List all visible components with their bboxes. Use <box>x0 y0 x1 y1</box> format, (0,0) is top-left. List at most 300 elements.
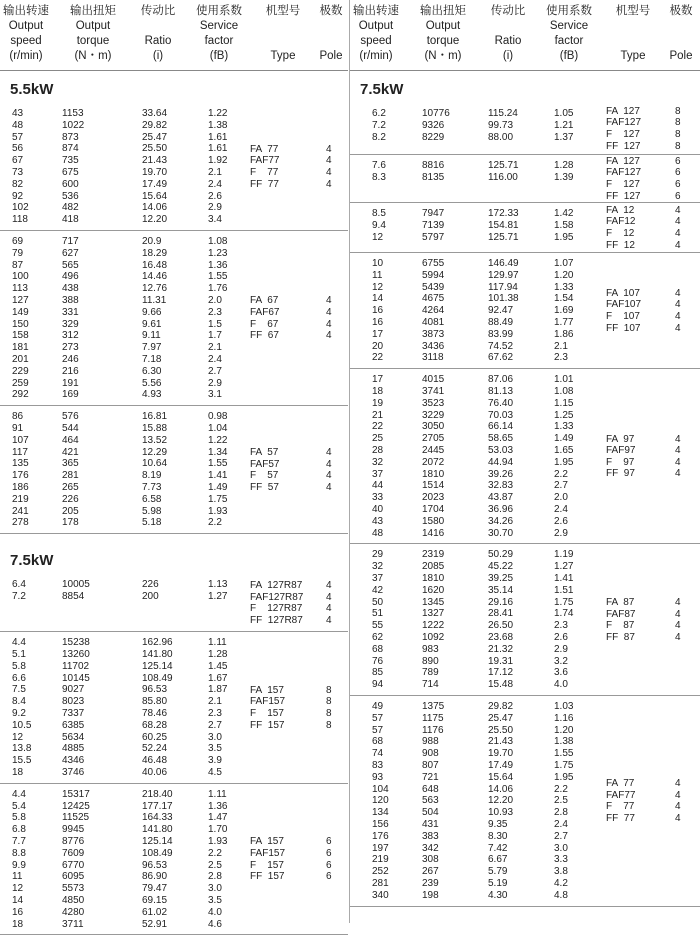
table-row <box>0 271 348 283</box>
cell: 2.1 <box>208 166 222 178</box>
cell: 125.71 <box>488 160 519 171</box>
cell: 12 <box>372 231 384 243</box>
table-row <box>350 120 700 132</box>
table-row <box>350 561 700 573</box>
cell: 4.0 <box>554 679 568 691</box>
cell: 11702 <box>62 660 90 672</box>
table-row <box>0 458 348 470</box>
cell: 22 <box>372 421 384 433</box>
table-row <box>0 919 348 931</box>
cell: 88.49 <box>488 316 514 328</box>
cell: 3.1 <box>208 389 222 401</box>
cell: 52.24 <box>142 743 168 755</box>
cell: 1175 <box>422 712 444 724</box>
table-row <box>350 457 700 469</box>
cell: 88.00 <box>488 131 514 143</box>
cell: 2.7 <box>208 365 222 377</box>
cell: 1.21 <box>554 119 574 131</box>
table-row <box>0 907 348 919</box>
cell: 178 <box>62 517 79 529</box>
pole-list: 6 6 6 6 <box>326 836 332 883</box>
cell: 1.04 <box>208 422 228 434</box>
model-group <box>350 253 700 369</box>
cell: 464 <box>62 434 79 446</box>
cell: 1.22 <box>208 434 228 446</box>
power-section-title: 7.5kW <box>360 81 404 98</box>
pole-list: 4 4 4 4 <box>675 778 681 824</box>
cell: 15.5 <box>12 755 32 767</box>
cell: 14 <box>12 894 24 906</box>
cell: 40 <box>372 503 384 515</box>
cell: 1.7 <box>208 330 222 342</box>
cell: 2.5 <box>208 859 222 871</box>
cell: 1.93 <box>208 505 228 517</box>
cell: 48 <box>372 527 384 539</box>
cell: 9945 <box>62 824 85 836</box>
cell: 265 <box>62 481 79 493</box>
cell: 134 <box>372 807 389 819</box>
model-type-list: FA 77 FAF77 F 77 FF 77 <box>606 778 636 824</box>
cell: 2705 <box>422 433 445 445</box>
cell: 5.98 <box>142 505 162 517</box>
table-row <box>0 482 348 494</box>
table-row <box>0 120 348 132</box>
cell: 4.4 <box>12 788 26 800</box>
table-row <box>0 789 348 801</box>
cell: 12 <box>372 281 384 293</box>
cell: 70.03 <box>488 409 514 421</box>
cell: 2.9 <box>554 527 568 539</box>
cell: 563 <box>422 795 439 807</box>
table-row <box>350 667 700 679</box>
table-row <box>350 305 700 317</box>
cell: 789 <box>422 667 439 679</box>
group-rows <box>350 208 700 243</box>
header-label: Type <box>620 50 646 62</box>
table-row <box>0 494 348 506</box>
table-row <box>0 155 348 167</box>
cell: 146.49 <box>488 258 519 269</box>
table-row <box>350 549 700 561</box>
cell: 2.1 <box>208 342 222 354</box>
cell: 69.15 <box>142 894 168 906</box>
cell: 6770 <box>62 859 85 871</box>
cell: 259 <box>12 377 29 389</box>
table-row <box>350 329 700 341</box>
table-row <box>350 736 700 748</box>
cell: 365 <box>62 458 79 470</box>
group-rows <box>350 374 700 539</box>
cell: 1.19 <box>554 549 574 561</box>
cell: 7.73 <box>142 481 162 493</box>
header-label: Output <box>75 20 111 32</box>
group-rows <box>350 108 700 143</box>
cell: 2.2 <box>554 783 568 795</box>
cell: 2.3 <box>554 352 568 364</box>
cell: 12.20 <box>488 795 514 807</box>
cell: 125.71 <box>488 231 519 243</box>
cell: 1.70 <box>208 824 228 836</box>
pole-list: 4 4 4 4 <box>326 446 332 493</box>
cell: 25.47 <box>142 131 168 143</box>
cell: 113 <box>12 283 28 295</box>
cell: 1.51 <box>554 584 574 596</box>
cell: 162.96 <box>142 637 173 649</box>
cell: 4081 <box>422 316 445 328</box>
cell: 8776 <box>62 835 85 847</box>
cell: 85.80 <box>142 696 168 708</box>
cell: 11.31 <box>142 294 167 306</box>
cell: 2.4 <box>208 353 222 365</box>
table-row <box>0 330 348 342</box>
table-row <box>0 883 348 895</box>
header-label: (N・m) <box>424 50 462 62</box>
cell: 83.99 <box>488 328 514 340</box>
table-row <box>350 232 700 244</box>
cell: 4.2 <box>554 877 568 889</box>
model-group <box>0 574 348 632</box>
model-type-list: FA 127 FAF127 F 127 FF 127 <box>606 105 642 152</box>
cell: 8854 <box>62 590 85 602</box>
cell: 76.40 <box>488 397 514 409</box>
group-rows <box>0 411 348 529</box>
cell: 28 <box>372 444 384 456</box>
cell: 107 <box>12 434 29 446</box>
cell: 176 <box>12 470 29 482</box>
cell: 1580 <box>422 515 445 527</box>
cell: 2.7 <box>554 830 568 842</box>
cell: 57 <box>372 724 384 736</box>
cell: 22 <box>372 352 384 364</box>
cell: 2445 <box>422 444 445 456</box>
table-row <box>0 378 348 390</box>
header-label: Type <box>270 50 296 62</box>
cell: 6.30 <box>142 365 162 377</box>
table-header <box>350 0 700 71</box>
group-rows <box>350 549 700 691</box>
cell: 5634 <box>62 731 85 743</box>
table-row <box>0 447 348 459</box>
cell: 20 <box>372 340 384 352</box>
cell: 1.07 <box>554 258 574 269</box>
cell: 156 <box>372 818 389 830</box>
cell: 7337 <box>62 707 85 719</box>
cell: 172.33 <box>488 208 519 219</box>
cell: 4280 <box>62 906 85 918</box>
model-type-list: FA 67 FAF67 F 67 FF 67 <box>250 295 280 342</box>
header-label: 输出扭矩 <box>420 5 466 17</box>
cell: 16 <box>372 305 384 317</box>
cell: 58.65 <box>488 433 514 445</box>
cell: 2023 <box>422 492 445 504</box>
cell: 125.14 <box>142 660 173 672</box>
cell: 1.86 <box>554 328 574 340</box>
cell: 93 <box>372 771 384 783</box>
cell: 68.28 <box>142 719 168 731</box>
cell: 17.12 <box>488 667 514 679</box>
cell: 216 <box>62 365 79 377</box>
header-label: (i) <box>502 50 514 62</box>
cell: 246 <box>62 353 79 365</box>
cell: 5.79 <box>488 866 508 878</box>
cell: 69 <box>12 236 24 247</box>
cell: 82 <box>12 178 24 190</box>
cell: 3229 <box>422 409 445 421</box>
header-label: 输出转速 <box>3 5 49 17</box>
cell: 988 <box>422 736 439 748</box>
cell: 12425 <box>62 800 90 812</box>
cell: 17 <box>372 374 384 386</box>
cell: 1.75 <box>208 493 228 505</box>
header-label: torque <box>426 35 460 47</box>
cell: 1.49 <box>208 481 228 493</box>
cell: 4015 <box>422 374 445 386</box>
cell: 292 <box>12 389 29 401</box>
model-type-list: FA 127 FAF127 F 127 FF 127 <box>606 155 642 202</box>
pole-list: 4 4 4 4 <box>675 204 681 251</box>
cell: 1092 <box>422 631 445 643</box>
cell: 15.64 <box>142 190 168 202</box>
cell: 281 <box>62 470 79 482</box>
cell: 198 <box>422 889 439 901</box>
cell: 438 <box>62 283 79 295</box>
cell: 30.70 <box>488 527 514 539</box>
header-label: Output <box>358 20 394 32</box>
cell: 32 <box>372 456 384 468</box>
cell: 241 <box>12 505 29 517</box>
pole-list: 4 4 4 4 <box>675 433 681 480</box>
cell: 10.64 <box>142 458 168 470</box>
cell: 329 <box>62 318 79 330</box>
table-row <box>0 720 348 732</box>
cell: 9326 <box>422 119 445 131</box>
table-row <box>350 480 700 492</box>
cell: 6.67 <box>488 854 508 866</box>
cell: 40.06 <box>142 766 168 778</box>
table-row <box>350 585 700 597</box>
cell: 600 <box>62 178 79 190</box>
cell: 4.5 <box>208 766 222 778</box>
cell: 1.58 <box>554 219 574 231</box>
cell: 735 <box>62 155 79 167</box>
cell: 1704 <box>422 503 445 515</box>
pole-list: 4 4 4 4 <box>326 579 332 626</box>
cell: 8.3 <box>372 171 386 183</box>
cell: 7.97 <box>142 342 162 354</box>
table-row <box>0 661 348 673</box>
cell: 3118 <box>422 352 444 364</box>
header-label: speed <box>10 35 42 47</box>
cell: 1.01 <box>554 374 574 386</box>
table-row <box>350 632 700 644</box>
table-row <box>350 398 700 410</box>
cell: 2.7 <box>208 719 222 731</box>
cell: 43 <box>372 515 384 527</box>
cell: 86.90 <box>142 871 168 883</box>
cell: 169 <box>62 389 79 401</box>
cell: 1.54 <box>554 293 574 305</box>
header-label: 极数 <box>669 5 693 17</box>
cell: 1.42 <box>554 208 574 219</box>
table-row <box>0 236 348 248</box>
cell: 17 <box>372 328 384 340</box>
cell: 1345 <box>422 596 445 608</box>
cell: 87.06 <box>488 374 514 386</box>
cell: 1176 <box>422 724 444 736</box>
cell: 2.6 <box>554 631 568 643</box>
group-rows <box>0 108 348 226</box>
cell: 102 <box>12 202 29 214</box>
cell: 340 <box>372 889 389 901</box>
cell: 4346 <box>62 755 85 767</box>
cell: 32 <box>372 561 384 573</box>
table-row <box>0 423 348 435</box>
cell: 29.82 <box>142 119 168 131</box>
cell: 5573 <box>62 883 85 895</box>
cell: 9.9 <box>12 859 26 871</box>
table-row <box>350 282 700 294</box>
cell: 68 <box>372 643 384 655</box>
header-label: 传动比 <box>490 5 526 17</box>
cell: 5.1 <box>12 648 26 660</box>
cell: 1.28 <box>208 648 228 660</box>
cell: 9.35 <box>488 818 508 830</box>
cell: 7.6 <box>372 160 386 171</box>
table-row <box>350 713 700 725</box>
cell: 56 <box>12 143 24 155</box>
cell: 3.5 <box>208 894 222 906</box>
model-type-list: FA 157 FAF157 F 157 FF 157 <box>250 836 286 883</box>
cell: 29 <box>372 549 384 561</box>
cell: 6.6 <box>12 672 26 684</box>
cell: 717 <box>62 236 79 247</box>
cell: 3.9 <box>208 755 222 767</box>
cell: 496 <box>62 271 79 283</box>
pole-list: 8 8 8 8 <box>675 105 681 152</box>
cell: 35.14 <box>488 584 514 596</box>
cell: 5.4 <box>12 800 26 812</box>
cell: 1.25 <box>554 409 574 421</box>
model-group <box>350 696 700 907</box>
cell: 48 <box>12 119 24 131</box>
cell: 544 <box>62 422 79 434</box>
cell: 6385 <box>62 719 85 731</box>
header-label: 传动比 <box>140 5 176 17</box>
cell: 4675 <box>422 293 445 305</box>
cell: 1.93 <box>208 835 228 847</box>
cell: 576 <box>62 411 79 423</box>
cell: 52.91 <box>142 918 168 930</box>
table-row <box>0 167 348 179</box>
cell: 25.50 <box>488 724 514 736</box>
header-label: (fB) <box>559 50 579 62</box>
table-row <box>0 743 348 755</box>
cell: 74.52 <box>488 340 514 352</box>
table-row <box>350 445 700 457</box>
table-row <box>0 767 348 779</box>
model-group <box>350 103 700 155</box>
cell: 278 <box>12 517 29 529</box>
cell: 25.50 <box>142 143 168 155</box>
cell: 252 <box>372 866 389 878</box>
table-row <box>0 649 348 661</box>
cell: 1.67 <box>208 672 228 684</box>
cell: 176 <box>372 830 389 842</box>
cell: 96.53 <box>142 859 168 871</box>
cell: 675 <box>62 166 79 178</box>
header-label: Service <box>549 20 589 32</box>
cell: 186 <box>12 481 29 493</box>
cell: 21 <box>372 409 384 421</box>
header-label: factor <box>204 35 234 47</box>
table-row <box>350 701 700 713</box>
table-row <box>0 295 348 307</box>
cell: 1327 <box>422 608 445 620</box>
cell: 37 <box>372 572 384 584</box>
cell: 10005 <box>62 579 90 591</box>
cell: 1.95 <box>554 231 574 243</box>
cell: 68 <box>372 736 384 748</box>
cell: 12 <box>12 731 24 743</box>
cell: 85 <box>372 667 384 679</box>
cell: 3.3 <box>554 854 568 866</box>
table-row <box>350 819 700 831</box>
model-group <box>350 544 700 696</box>
cell: 1.13 <box>208 579 228 591</box>
cell: 6.58 <box>142 493 162 505</box>
cell: 1153 <box>62 108 84 119</box>
cell: 8023 <box>62 696 85 708</box>
cell: 33 <box>372 492 384 504</box>
cell: 19 <box>372 397 384 409</box>
cell: 120 <box>372 795 389 807</box>
pole-list: 4 4 4 4 <box>326 143 332 190</box>
table-row <box>0 191 348 203</box>
cell: 421 <box>62 446 79 458</box>
table-row <box>350 108 700 120</box>
table-row <box>350 433 700 445</box>
cell: 3741 <box>422 385 445 397</box>
cell: 19.70 <box>142 166 168 178</box>
cell: 1.65 <box>554 444 574 456</box>
cell: 1022 <box>62 119 85 131</box>
cell: 3.6 <box>554 667 568 679</box>
cell: 78.46 <box>142 707 168 719</box>
cell: 43.87 <box>488 492 514 504</box>
group-rows <box>0 789 348 931</box>
cell: 267 <box>422 866 439 878</box>
cell: 205 <box>62 505 79 517</box>
table-row <box>0 848 348 860</box>
cell: 2319 <box>422 549 445 561</box>
cell: 1.34 <box>208 446 228 458</box>
left-column <box>0 0 348 930</box>
table-row <box>350 374 700 386</box>
cell: 115.24 <box>488 108 518 119</box>
table-row <box>0 411 348 423</box>
cell: 60.25 <box>142 731 168 743</box>
cell: 29.16 <box>488 596 514 608</box>
cell: 281 <box>372 877 389 889</box>
table-row <box>0 708 348 720</box>
cell: 13.52 <box>142 434 168 446</box>
table-row <box>350 760 700 772</box>
table-row <box>0 319 348 331</box>
table-row <box>350 620 700 632</box>
header-label: factor <box>554 35 584 47</box>
table-row <box>350 341 700 353</box>
group-rows <box>350 160 700 184</box>
